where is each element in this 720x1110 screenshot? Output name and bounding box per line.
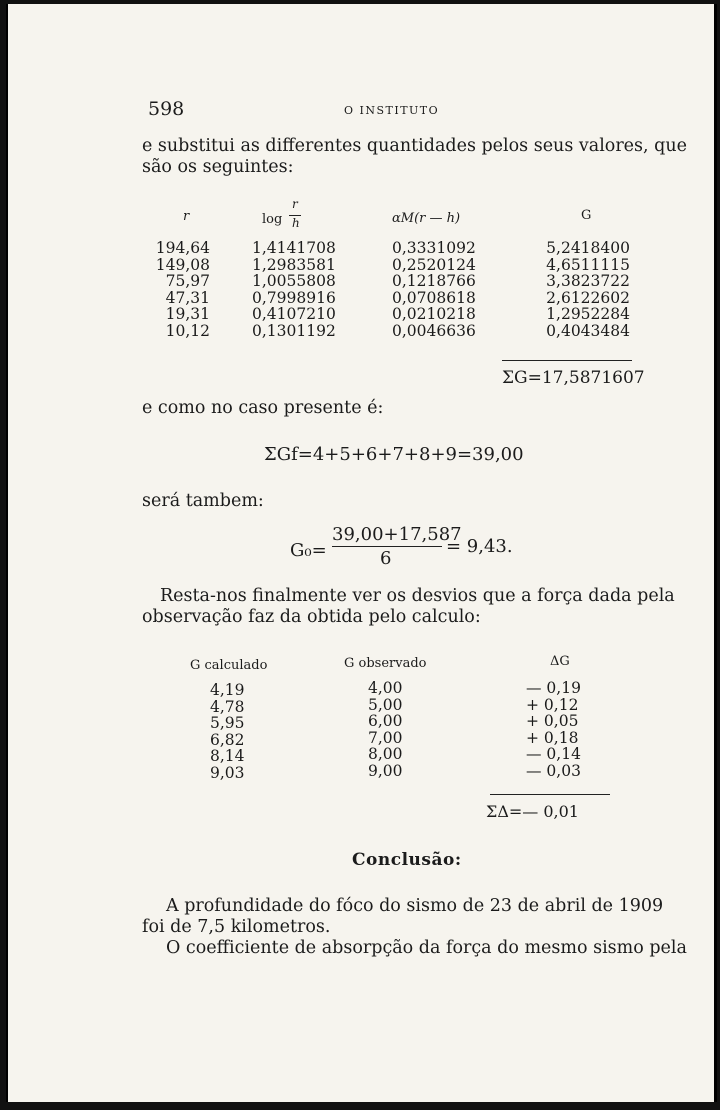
- table-cell: 47,31: [165, 288, 210, 307]
- table-cell: + 0,05: [526, 712, 579, 731]
- table1-header-log-num: r: [292, 197, 298, 211]
- table2-col-calc: [210, 682, 245, 782]
- equation-sum-gf: ΣGf=4+5+6+7+8+9=39,00: [264, 444, 524, 465]
- equation-g0-rhs: = 9,43.: [446, 536, 513, 557]
- table-cell: 0,1301192: [252, 321, 336, 340]
- table-cell: 0,0210218: [392, 305, 476, 324]
- table-cell: 0,3331092: [392, 239, 476, 257]
- table-cell: 0,4107210: [252, 305, 336, 324]
- table-cell: 4,6511115: [546, 255, 630, 274]
- table-cell: 4,78: [210, 697, 245, 716]
- table1-sum: ΣG=17,5871607: [502, 368, 645, 388]
- table-cell: — 0,03: [526, 761, 581, 780]
- intro-line-2: são os seguintes:: [142, 157, 294, 177]
- table2-col-delta: [526, 680, 581, 780]
- table-cell: 4,00: [368, 679, 403, 697]
- table1-header-r: r: [183, 209, 190, 224]
- table2-header-obs: G observado: [344, 656, 427, 671]
- table-cell: 0,4043484: [546, 321, 630, 340]
- table1-sum-rule: [502, 360, 632, 361]
- running-title: O INSTITUTO: [344, 104, 440, 117]
- resta-line-1: Resta-nos finalmente ver os desvios que a força dada pela: [160, 586, 675, 606]
- table-cell: 2,6122602: [546, 288, 630, 307]
- table-cell: + 0,18: [526, 728, 579, 747]
- table-cell: 5,95: [210, 714, 245, 733]
- table-cell: 0,2520124: [392, 255, 476, 274]
- table1-col-g: [528, 240, 630, 340]
- table1-header-log: log: [262, 212, 283, 227]
- table1-header-log-den: h: [292, 216, 300, 230]
- conclusion-line-2: foi de 7,5 kilometros.: [142, 917, 331, 937]
- table2-header-calc: G calculado: [190, 658, 268, 673]
- text-sera: será tambem:: [142, 491, 264, 511]
- table-cell: 0,7998916: [252, 288, 336, 307]
- table2-sum-rule: [490, 794, 610, 795]
- table-cell: 6,82: [210, 730, 245, 749]
- table1-col-r: [148, 240, 210, 340]
- table-cell: 149,08: [155, 255, 210, 274]
- conclusion-heading: Conclusão:: [352, 850, 462, 870]
- table-cell: 0,1218766: [392, 272, 476, 291]
- conclusion-line-1: A profundidade do fóco do sismo de 23 de abril de 1909: [166, 896, 664, 916]
- table-cell: 0,0708618: [392, 288, 476, 307]
- table2-sum: ΣΔ=— 0,01: [486, 802, 579, 821]
- table-cell: 1,2952284: [546, 305, 630, 324]
- table-cell: 3,3823722: [546, 272, 630, 291]
- intro-line-1: e substitui as differentes quantidades pelos seus valores, que: [142, 136, 687, 156]
- table-cell: 1,4141708: [252, 239, 336, 257]
- table-cell: 4,19: [210, 681, 245, 699]
- table-cell: 9,00: [368, 761, 403, 780]
- table1-header-g: G: [581, 208, 592, 223]
- table-cell: 0,0046636: [392, 321, 476, 340]
- resta-line-2: observação faz da obtida pelo calculo:: [142, 607, 481, 627]
- table-cell: 9,03: [210, 763, 245, 782]
- table-cell: 6,00: [368, 712, 403, 731]
- table-cell: 1,2983581: [252, 255, 336, 274]
- table-cell: 194,64: [155, 239, 210, 257]
- table-cell: — 0,14: [526, 745, 581, 764]
- page-number: 598: [148, 98, 185, 120]
- text-case: e como no caso presente é:: [142, 398, 384, 418]
- equation-g0-lhs: G₀=: [290, 540, 327, 561]
- table-cell: 19,31: [165, 305, 210, 324]
- table-cell: 75,97: [165, 272, 210, 291]
- equation-g0-numerator: 39,00+17,587: [332, 524, 462, 545]
- table-cell: 8,00: [368, 745, 403, 764]
- table1-col-log: [252, 240, 336, 340]
- table-cell: 5,00: [368, 695, 403, 714]
- table-cell: 10,12: [165, 321, 210, 340]
- table-cell: 5,2418400: [546, 239, 630, 257]
- equation-g0-bar: [332, 546, 442, 547]
- table-cell: 7,00: [368, 728, 403, 747]
- table1-header-am: αM(r — h): [392, 211, 461, 226]
- equation-g0-fraction: [332, 524, 462, 574]
- table2-header-delta: ΔG: [550, 654, 570, 669]
- table-cell: + 0,12: [526, 695, 579, 714]
- table1-col-am: [392, 240, 476, 340]
- page: [6, 4, 717, 1102]
- table-cell: 8,14: [210, 747, 245, 766]
- table-cell: — 0,19: [526, 679, 581, 697]
- conclusion-line-3: O coefficiente de absorpção da força do mesmo sismo pela: [166, 938, 687, 958]
- table-cell: 1,0055808: [252, 272, 336, 291]
- equation-g0-denominator: 6: [380, 548, 392, 569]
- table2-col-obs: [368, 680, 403, 780]
